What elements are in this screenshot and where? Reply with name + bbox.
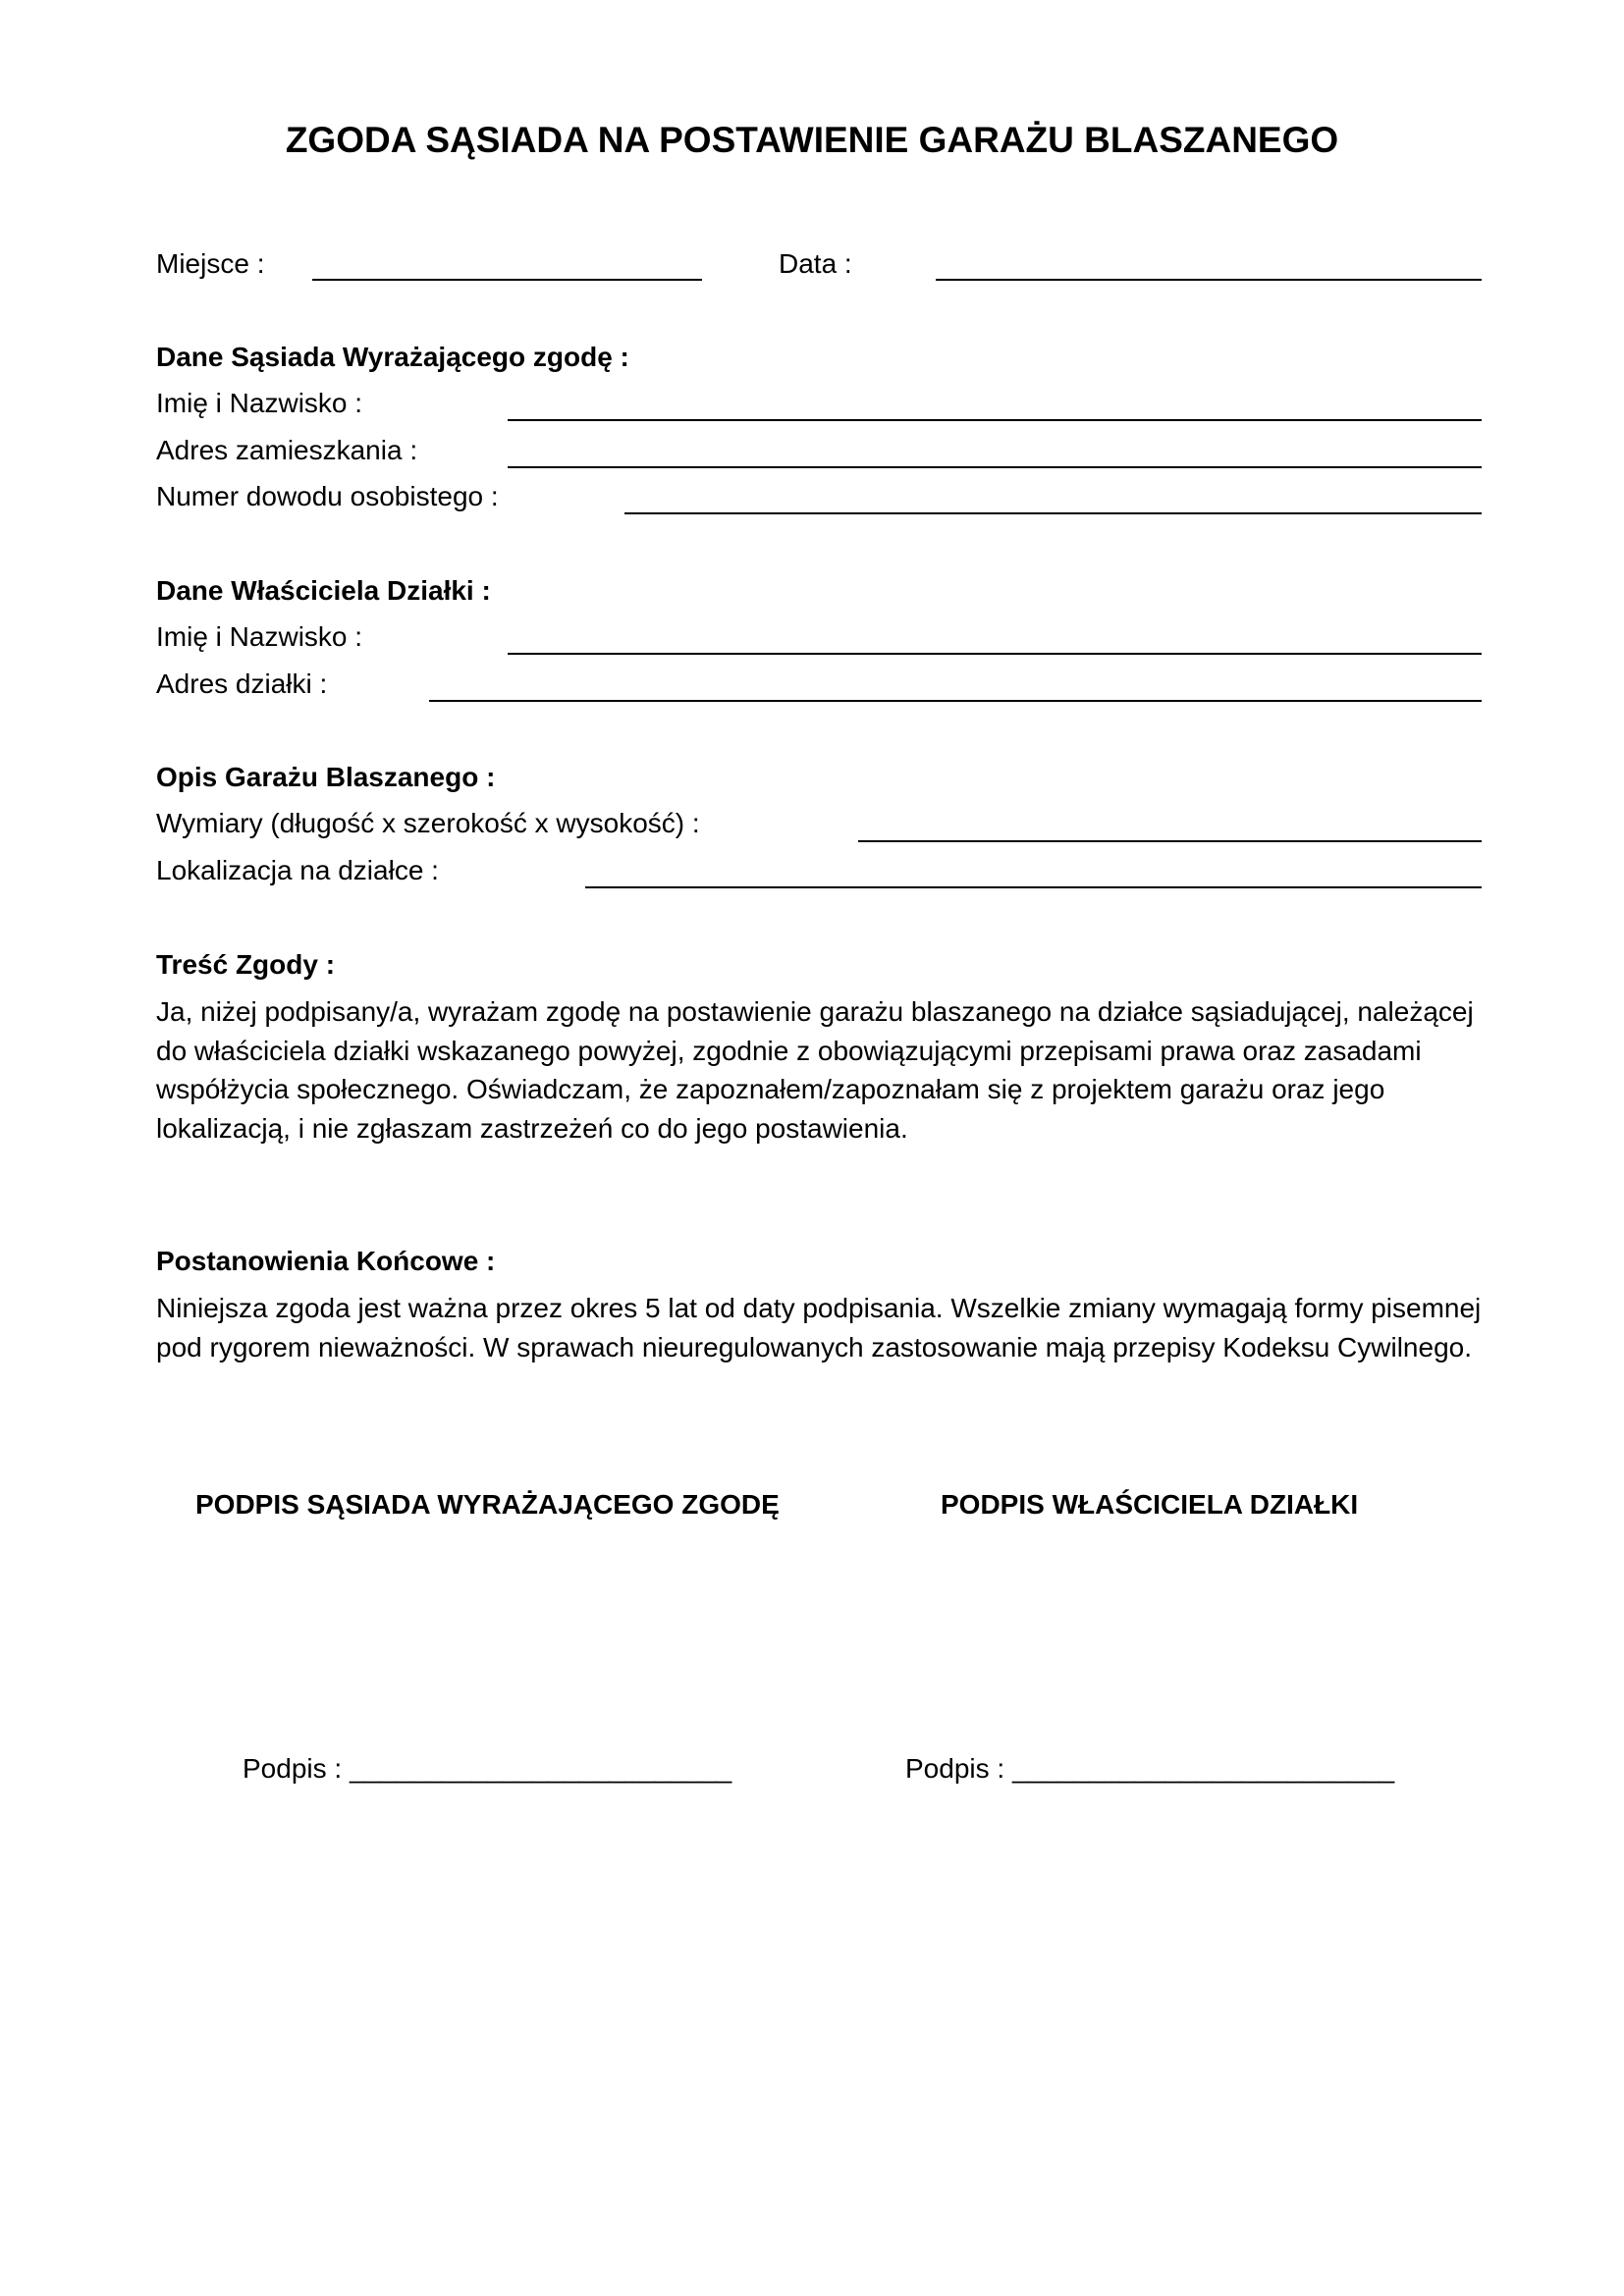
- owner-section-heading: Dane Właściciela Działki :: [156, 575, 491, 606]
- neighbor-signature-line[interactable]: Podpis : _________________________: [243, 1753, 732, 1784]
- place-field[interactable]: [312, 279, 702, 281]
- neighbor-signature-heading: PODPIS SĄSIADA WYRAŻAJĄCEGO ZGODĘ: [195, 1489, 780, 1520]
- garage-dimensions-label: Wymiary (długość x szerokość x wysokość) :: [156, 808, 700, 838]
- consent-text: Ja, niżej podpisany/a, wyrażam zgodę na postawienie garażu blaszanego na działce sąsiadującej, należącej do właściciela działki wskazanego powyżej, zgodnie z obowiązującymi przepisami prawa oraz zasadami współżycia społecznego. Oświadczam, że zapoznałem/zapoznałam się z projektem garażu oraz jego lokalizacją, i nie zgłaszam zastrzeżeń co do jego postawienia.: [156, 996, 1474, 1144]
- final-section-heading: Postanowienia Końcowe :: [156, 1246, 496, 1276]
- date-field[interactable]: [936, 279, 1482, 281]
- plot-address-field[interactable]: [429, 700, 1482, 702]
- owner-signature-line[interactable]: Podpis : _________________________: [905, 1753, 1395, 1784]
- owner-signature-heading: PODPIS WŁAŚCICIELA DZIAŁKI: [941, 1489, 1359, 1520]
- garage-location-field[interactable]: [585, 886, 1482, 888]
- neighbor-address-label: Adres zamieszkania :: [156, 435, 418, 465]
- neighbor-address-field[interactable]: [508, 466, 1482, 468]
- owner-name-field[interactable]: [508, 653, 1482, 655]
- garage-location-label: Lokalizacja na działce :: [156, 855, 439, 885]
- garage-dimensions-field[interactable]: [858, 840, 1482, 842]
- document-title: ZGODA SĄSIADA NA POSTAWIENIE GARAŻU BLASZANEGO: [285, 120, 1339, 160]
- neighbor-id-field[interactable]: [624, 512, 1482, 514]
- neighbor-name-label: Imię i Nazwisko :: [156, 388, 363, 418]
- neighbor-name-field[interactable]: [508, 419, 1482, 421]
- neighbor-id-label: Numer dowodu osobistego :: [156, 481, 499, 511]
- neighbor-section-heading: Dane Sąsiada Wyrażającego zgodę :: [156, 342, 629, 372]
- final-text: Niniejsza zgoda jest ważna przez okres 5 lat od daty podpisania. Wszelkie zmiany wymagają formy pisemnej pod rygorem nieważności. W sprawach nieuregulowanych zastosowanie mają przepisy Kodeksu Cywilnego.: [156, 1293, 1482, 1362]
- garage-section-heading: Opis Garażu Blaszanego :: [156, 762, 496, 792]
- place-label: Miejsce :: [156, 248, 265, 279]
- owner-name-label: Imię i Nazwisko :: [156, 621, 363, 652]
- consent-section-heading: Treść Zgody :: [156, 949, 336, 980]
- plot-address-label: Adres działki :: [156, 668, 328, 699]
- date-label: Data :: [779, 248, 852, 279]
